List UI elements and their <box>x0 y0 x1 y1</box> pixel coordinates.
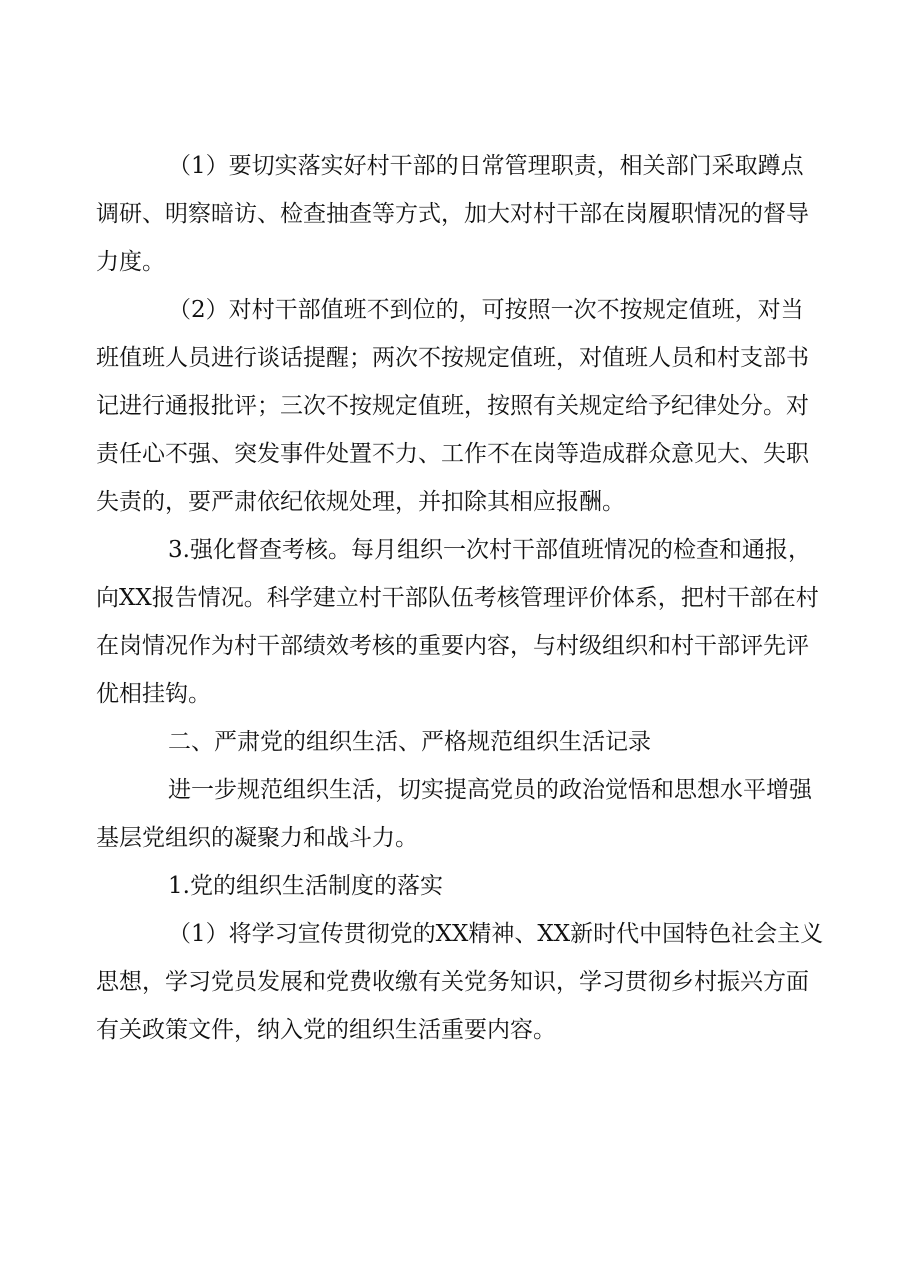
paragraph-1: （1）要切实落实好村干部的日常管理职责，相关部门采取蹲点调研、明察暗访、检查抽查等方式，加大对村干部在岗履职情况的督导力度。 <box>96 153 809 275</box>
section-heading: 二、严肃党的组织生活、严格规范组织生活记录 <box>168 729 651 755</box>
subsection-heading: 1.党的组织生活制度的落实 <box>168 873 443 899</box>
paragraph-5: （1）将学习宣传贯彻党的XX精神、XX新时代中国特色社会主义思想，学习党员发展和党费收缴有关党务知识，学习贯彻乡村振兴方面有关政策文件，纳入党的组织生活重要内容。 <box>96 921 824 1043</box>
paragraph-4: 进一步规范组织生活，切实提高党员的政治觉悟和思想水平增强基层党组织的凝聚力和战斗力。 <box>96 777 812 851</box>
document-page <box>96 142 826 1054</box>
paragraph-2: （2）对村干部值班不到位的，可按照一次不按规定值班，对当班值班人员进行谈话提醒；两次不按规定值班，对值班人员和村支部书记进行通报批评；三次不按规定值班，按照有关规定给予纪律处分。对责任心不强、突发事件处置不力、工作不在岗等造成群众意见大、失职失责的，要严肃依纪依规处理，并扣除其相应报酬。 <box>96 297 809 515</box>
paragraph-3: 3.强化督查考核。每月组织一次村干部值班情况的检查和通报，向XX报告情况。科学建立村干部队伍考核管理评价体系，把村干部在村在岗情况作为村干部绩效考核的重要内容，与村级组织和村干部评先评优相挂钩。 <box>96 537 819 707</box>
